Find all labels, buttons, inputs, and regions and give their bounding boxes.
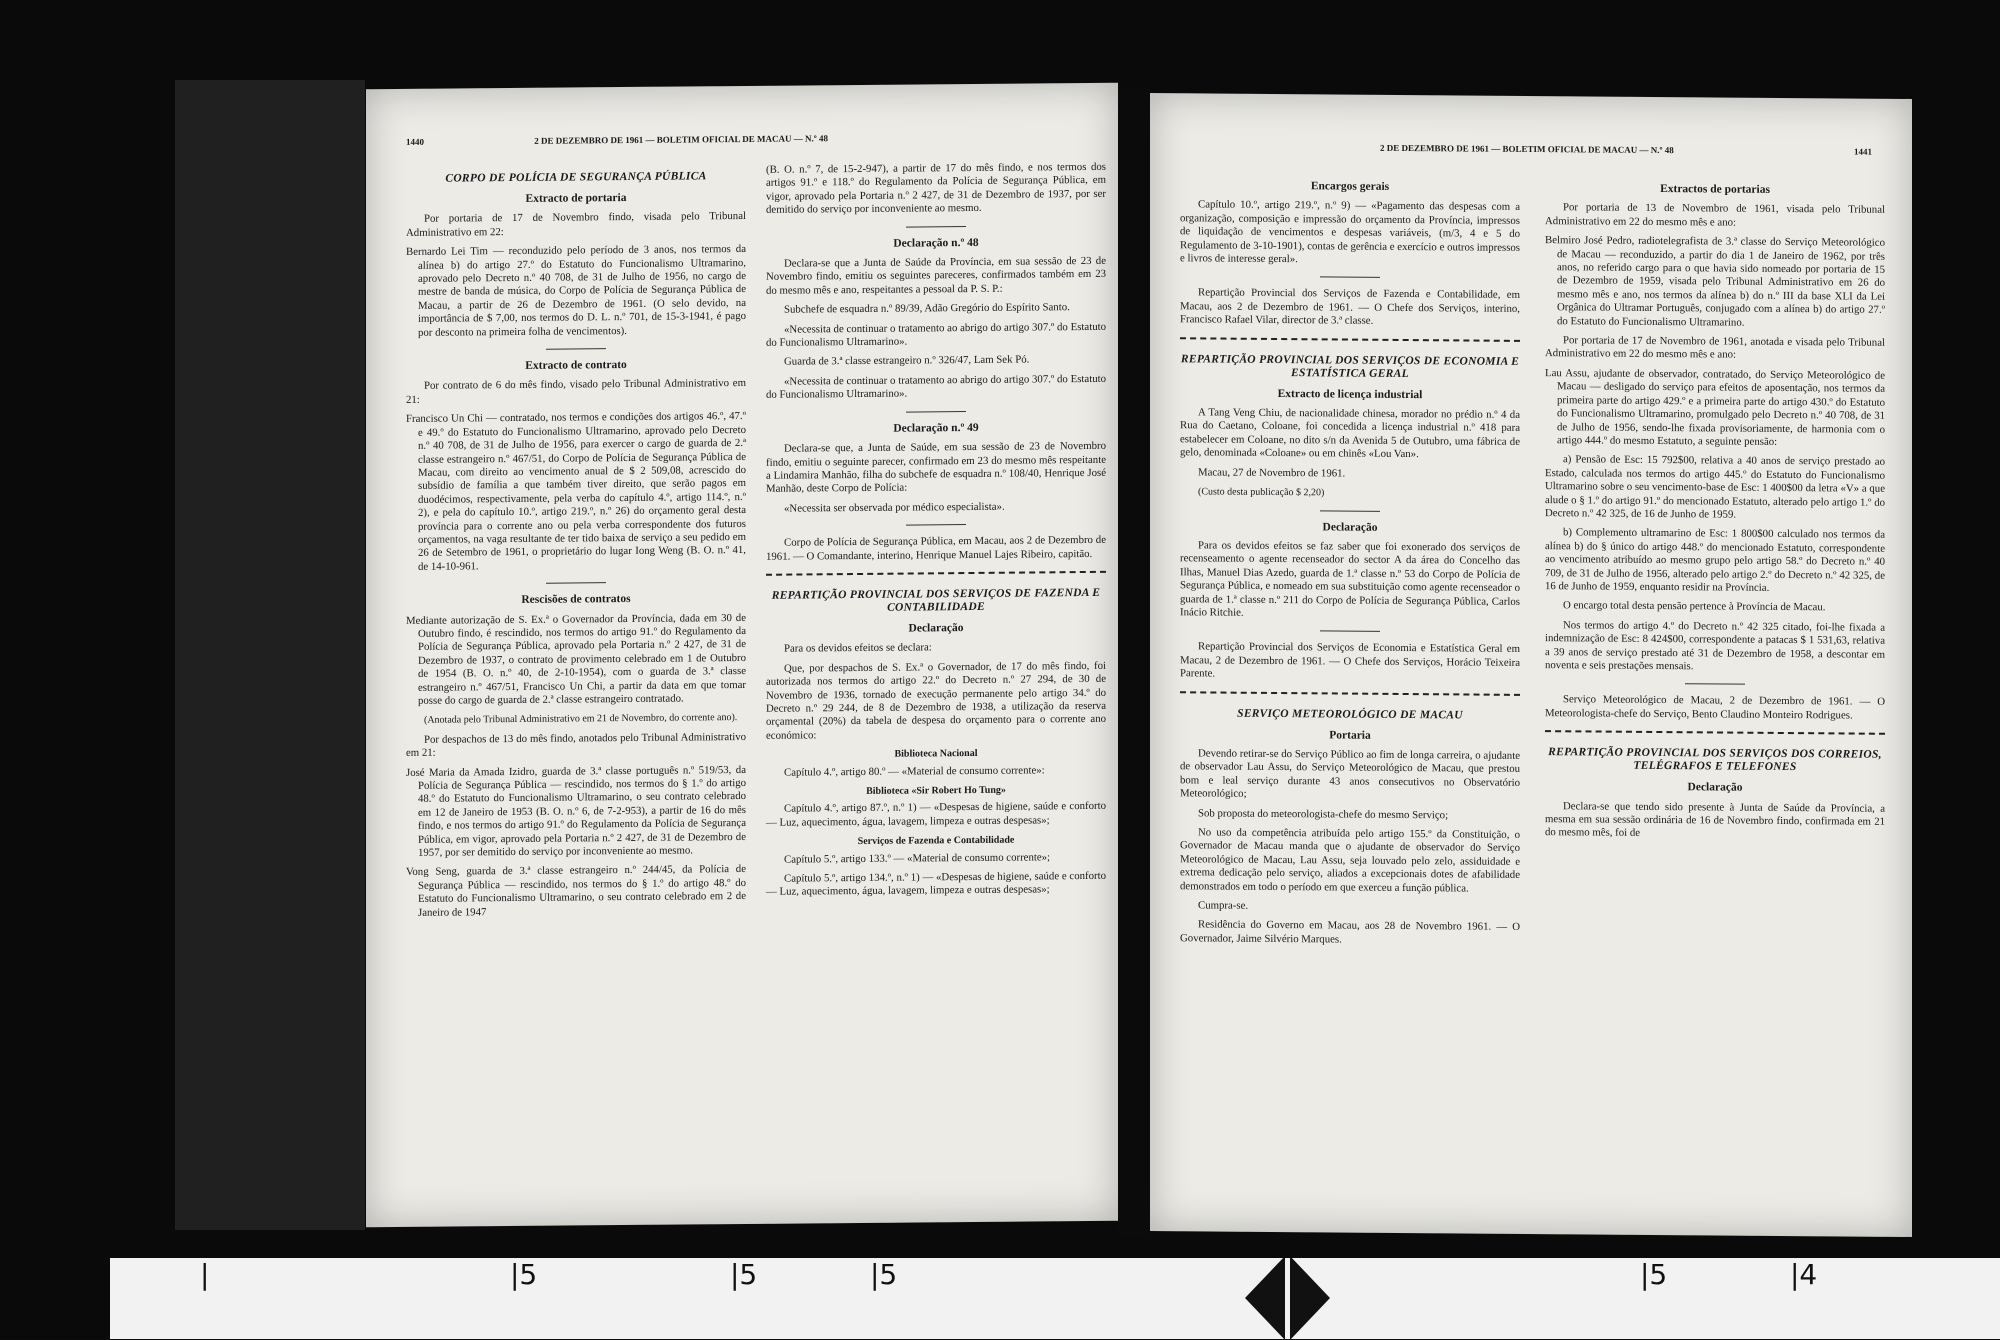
paragraph: Para os devidos efeitos se faz saber que foi exonerado dos serviços de recenseamento o agente recenseador do sector A da área do Concelho das Ilhas, Manuel Dias Azedo, guarda de 1.ª classe n.º 53 do Corpo de Polícia de Segurança Pública, e nomeado em sua substituição como agente recenseador o guarda de 1.ª classe n.º 211 do Corpo de Polícia de Segurança Pública, Carlos Inácio Ritchie. (1180, 539, 1520, 619)
paragraph: «Necessita ser observada por médico especialista». (784, 500, 1005, 515)
paragraph: Serviço Meteorológico de Macau, 2 de Dezembro de 1961. — O Meteorologista-chefe do Serviço, Bento Claudino Monteiro Rodrigues. (1545, 693, 1885, 722)
film-mark: | (200, 1258, 210, 1291)
left-page-number: 1440 (406, 136, 424, 147)
film-strip-border (110, 1258, 2000, 1339)
paragraph: Para os devidos efeitos se declara: (784, 641, 932, 655)
section-rule (1320, 277, 1380, 278)
department-heading: REPARTIÇÃO PROVINCIAL DOS SERVIÇOS DE ECONOMIA E ESTATÍSTICA GERAL (1180, 352, 1520, 380)
paragraph: Capítulo 5.º, artigo 133.º — «Material de consumo corrente»; (784, 850, 1051, 866)
paragraph: «Necessita de continuar o tratamento ao abrigo do artigo 307.º do Estatuto do Funcionalismo Ultramarino». (766, 320, 1106, 349)
right-arrow-icon (1290, 1256, 1330, 1340)
paragraph: Sob proposta do meteorologista-chefe do mesmo Serviço; (1198, 806, 1449, 821)
paragraph: Por portaria de 17 de Novembro de 1961, anotada e visada pelo Tribunal Administrativo em 22 do mesmo mês e ano: (1545, 334, 1885, 362)
paragraph: Capítulo 4.º, artigo 80.º — «Material de consumo corrente»: (784, 763, 1045, 779)
paragraph: (B. O. n.º 7, de 15-2-947), a partir de 17 do mês findo, e nos termos dos artigos 91.º e 118.º do Regulamento da Polícia de Segurança Pública, em vigor, aprovado pela Portaria n.º 2 427, de 31 de Dezembro de 1937, por ser demitido do serviço por inconveniente ao mesmo. (766, 160, 1106, 217)
paragraph: Nos termos do artigo 4.º do Decreto n.º 42 325 citado, foi-lhe fixada a indemnização de Esc: 8 424$00, correspondente a patacas $ 1 531,63, relativa a 39 anos de serviço prestado até 31 de Dezembro de 1958, a descontar em noventa e seis prestações mensais. (1545, 619, 1885, 673)
section-divider (766, 571, 1106, 580)
left-arrow-icon (1245, 1256, 1285, 1340)
right-running-header (1190, 141, 1872, 162)
film-mark: |4 (1790, 1258, 1818, 1291)
paragraph: Por portaria de 13 de Novembro de 1961, visada pelo Tribunal Administrativo em 22 do mesmo mês e ano: (1545, 201, 1885, 229)
section-rule (1685, 684, 1745, 685)
section-rule (1320, 510, 1380, 511)
paragraph: Subchefe de esquadra n.º 89/39, Adão Gregório do Espírito Santo. (784, 301, 1070, 316)
left-running-header (406, 131, 1078, 153)
paragraph: A Tang Veng Chiu, de nacionalidade chinesa, morador no prédio n.º 4 da Rua do Caetano, Coloane, foi concedida a licença industrial n.º 418 para estabelecer em Coloane, no dito s/n da Avenida 5 de Outubro, uma fábrica de gelo, denominada «Coloane» ou em chinês «Lou Van». (1180, 406, 1520, 461)
department-heading: CORPO DE POLÍCIA DE SEGURANÇA PÚBLICA (445, 170, 707, 185)
paragraph: José Maria da Amada Izidro, guarda de 3.ª classe português n.º 519/53, da Polícia de Segurança Pública — rescindido, nos termos do § 1.º do artigo 48.º do Estatuto do Funcionalismo Ultramarino, o seu contrato celebrado em 12 de Janeiro de 1953 (B. O. n.º 6, de 7-2-953), a partir de 16 do mês findo, e nos termos do artigo 91.º do Regulamento da Polícia de Segurança Pública, em vigor, aprovado pela Portaria n.º 2 427, de 31 de Dezembro de 1957, por ser demitido do serviço por inconveniente ao mesmo. (406, 763, 746, 859)
paragraph: «Necessita de continuar o tratamento ao abrigo do artigo 307.º do Estatuto do Funcionalismo Ultramarino». (766, 372, 1106, 402)
section-heading: Declaração n.º 49 (893, 421, 979, 435)
subsection-heading: Biblioteca Nacional (894, 748, 978, 760)
paragraph: Repartição Provincial dos Serviços de Economia e Estatística Geral em Macau, 2 de Dezembro de 1961. — O Chefe dos Serviços, Horácio Teixeira Parente. (1180, 640, 1520, 680)
section-heading: Declaração (1687, 781, 1743, 794)
paragraph: Residência do Governo em Macau, aos 28 de Novembro 1961. — O Governador, Jaime Silvério Marques. (1180, 918, 1520, 946)
paragraph: Lau Assu, ajudante de observador, contratado, do Serviço Meteorológico de Macau — desligado do serviço para efeitos de aposentação, nos termos da primeira parte do artigo 429.º e a primeira parte do artigo 430.º do Estatuto do Funcionalismo Ultramarino, promulgado pelo Decreto n.º 40 708, de 31 de Julho de 1956, sendo-lhe fixada provisoriamente, de harmonia com o artigo 444.º do mesmo Estatuto, a seguinte pensão: (1545, 366, 1885, 448)
subsection-heading: Biblioteca «Sir Robert Ho Tung» (866, 784, 1006, 797)
paragraph: Corpo de Polícia de Segurança Pública, em Macau, aos 2 de Dezembro de 1961. — O Comandante, interino, Henrique Manuel Lajes Ribeiro, capitão. (766, 533, 1106, 563)
left-issue-line: 2 DE DEZEMBRO DE 1961 — BOLETIM OFICIAL DE MACAU — N.º 48 (534, 133, 828, 146)
department-heading: REPARTIÇÃO PROVINCIAL DOS SERVIÇOS DOS CORREIOS, TELÉGRAFOS E TELEFONES (1548, 746, 1882, 774)
right-page-column-2 (1545, 174, 1885, 849)
paragraph: Devendo retirar-se do Serviço Público ao fim de longa carreira, o ajudante de observador Lau Assu, do Serviço Meteorológico de Macau, que prestou bom e leal serviço durante 43 anos consecutivos no Observatório Meteorológico; (1180, 747, 1520, 800)
section-heading: Extracto de licença industrial (1277, 387, 1423, 401)
section-divider (1545, 730, 1885, 739)
film-mark: |5 (1640, 1258, 1668, 1291)
paragraph: Vong Seng, guarda de 3.ª classe estrangeiro n.º 244/45, da Polícia de Segurança Pública — rescindido, nos termos do § 1.º do artigo 48.º do Estatuto do Funcionalismo Ultramarino, o seu contrato celebrado em 2 de Janeiro de 1947 (406, 863, 746, 919)
film-mark: |5 (730, 1258, 758, 1291)
paragraph: Por contrato de 6 do mês findo, visado pelo Tribunal Administrativo em 21: (406, 377, 746, 406)
paragraph: a) Pensão de Esc: 15 792$00, relativa a 40 anos de serviço prestado ao Estado, calculada nos termos do artigo 445.º do Estatuto do Funcionalismo Ultramarino sobre o seu vencimento-base de Esc: 1 400$00 da letra «V» a que alude o § 1.º do artigo 91.º do mencionado Estatuto, alterado pelo artigo 1.º do Decreto n.º 42 325, de 16 de Junho de 1959. (1545, 453, 1885, 521)
paragraph: O encargo total desta pensão pertence à Província de Macau. (1563, 599, 1826, 614)
paragraph: b) Complemento ultramarino de Esc: 1 800$00 calculado nos termos da alínea b) do § único do artigo 448.º do mencionado Estatuto, correspondente ao vencimento atribuído ao mesmo grupo pelo artigo 58.º do Decreto n.º 40 709, de 31 de Julho de 1956, alterado pelo artigo 2.º do Decreto n.º 42 325, de 16 de Junho de 1959, enquanto residir na Província. (1545, 526, 1885, 594)
book-edge (175, 80, 365, 1230)
left-page (366, 83, 1118, 1228)
left-page-column-1 (406, 164, 746, 926)
right-page-number: 1441 (1854, 146, 1872, 157)
film-mark: |5 (870, 1258, 898, 1291)
section-rule (906, 411, 966, 413)
section-rule (1320, 631, 1380, 632)
paragraph: Repartição Provincial dos Serviços de Fazenda e Contabilidade, em Macau, aos 2 de Dezembro de 1961. — O Chefe dos Serviços, interino, Francisco Rafael Vilar, director de 3.ª classe. (1180, 286, 1520, 328)
section-heading: Extracto de portaria (525, 192, 627, 205)
section-heading: Encargos gerais (1310, 180, 1390, 193)
paragraph: Belmiro José Pedro, radiotelegrafista de 3.ª classe do Serviço Meteorológico de Macau — reconduzido, a partir do dia 1 de Janeiro de 1962, por três anos, no referido cargo para o que havia sido nomeado por portaria de 15 de Dezembro de 1959, visada pelo Tribunal Administrativo em 26 do mesmo mês e ano, nos termos da alínea b) do n.º III da base XLI da Lei Orgânica do Ultramar Português, conjugado com a alínea b) do artigo 27.º do Estatuto do Funcionalismo Ultramarino. (1545, 234, 1885, 329)
paragraph: Declara-se que, a Junta de Saúde, em sua sessão de 23 de Novembro findo, emitiu o seguinte parecer, confirmado em 23 do mesmo mês respeitante a Lindamira Manhão, filha do subchefe de esquadra n.º 108/40, Henrique José Manhão, deste Corpo de Polícia: (766, 439, 1106, 496)
paragraph: Bernardo Lei Tim — reconduzido pelo período de 3 anos, nos termos da alínea b) do artigo 27.º do Estatuto do Funcionalismo Ultramarino, aprovado pelo Decreto n.º 40 708, de 31 de Julho de 1956, no cargo de mestre de banda de música, do Corpo de Polícia de Segurança Pública de Macau, a partir de 26 de Dezembro de 1961. (O selo devido, na importância de $ 7,00, nos termos do D. L. n.º 701, de 15-3-1941, é pago por desconto na primeira folha de vencimentos). (406, 243, 746, 339)
left-page-column-2 (766, 161, 1106, 906)
paragraph: Que, por despachos de S. Ex.ª o Governador, de 17 do mês findo, foi autorizada nos termos do artigo 22.º do Decreto n.º 27 294, de 30 de Novembro de 1936, tornado de execução permanente pelo artigo 34.º do Decreto n.º 29 244, de 8 de Dezembro de 1938, a utilização da reserva orçamental (20%) da tabela de despesa do orçamento para o corrente ano económico: (766, 659, 1106, 742)
subsection-heading: Serviços de Fazenda e Contabilidade (857, 834, 1015, 848)
paragraph: Declara-se que a Junta de Saúde da Província, em sua sessão de 23 de Novembro findo, emitiu os seguintes pareceres, confirmados também em 23 do mesmo mês e ano, respeitantes a pessoal da P. S. P.: (766, 254, 1106, 297)
paragraph: Por despachos de 13 do mês findo, anotados pelo Tribunal Administrativo em 21: (406, 730, 746, 760)
section-heading: Declaração (908, 622, 964, 635)
right-page (1150, 93, 1912, 1237)
section-rule (546, 348, 606, 350)
paragraph: Macau, 27 de Novembro de 1961. (1198, 466, 1346, 480)
section-divider (1180, 691, 1520, 700)
right-page-column-1 (1180, 171, 1520, 954)
section-heading: Declaração n.º 48 (893, 236, 979, 250)
paragraph: Guarda de 3.ª classe estrangeiro n.º 326/47, Lam Sek Pó. (784, 353, 1030, 369)
section-rule (906, 226, 966, 228)
section-heading: Portaria (1329, 728, 1371, 742)
section-rule (906, 524, 966, 526)
section-heading: Extracto de contrato (525, 359, 627, 372)
paragraph: Capítulo 4.º, artigo 87.º, n.º 1) — «Despesas de higiene, saúde e conforto — Luz, aquecimento, água, lavagem, limpeza e outras despesas»; (766, 800, 1106, 829)
department-heading: SERVIÇO METEOROLÓGICO DE MACAU (1237, 707, 1463, 722)
paragraph: No uso da competência atribuída pelo artigo 155.º da Constituição, o Governador de Macau manda que o ajudante de observador do Serviço Meteorológico de Macau, Lau Assu, seja louvado pelo zelo, assiduidade e extrema dedicação pelo serviço, aliados a excepcionais dotes de afabilidade demonstrados em todo o período em que exerceu a função pública. (1180, 826, 1520, 895)
section-heading: Extractos de portarias (1660, 183, 1770, 196)
paragraph: Declara-se que tendo sido presente à Junta de Saúde da Província, a mesma em sua sessão ordinária de 16 de Novembro findo, confirmada em 21 do mesmo mês, foi de (1545, 799, 1885, 840)
section-divider (1180, 337, 1520, 346)
paragraph: Por portaria de 17 de Novembro findo, visada pelo Tribunal Administrativo em 22: (406, 210, 746, 239)
paragraph: Capítulo 10.º, artigo 219.º, n.º 9) — «Pagamento das despesas com a organização, composição e impressão do orçamento da Província, impressos de liquidação de vencimentos e despesas variáveis, (m/3, 4 e 5 do Regulamento de 3-10-1901), contas de gerência e exercício e outros impressos e livros de interesse geral». (1180, 198, 1520, 266)
paragraph: Cumpra-se. (1198, 899, 1249, 912)
paragraph: Francisco Un Chi — contratado, nos termos e condições dos artigos 46.º, 47.º e 49.º do Estatuto do Funcionalismo Ultramarino, aprovado pelo Decreto n.º 40 708, de 31 de Julho de 1956, para exercer o cargo de guarda de 2.ª classe estrangeiro n.º 467/51, do Corpo de Polícia de Segurança Pública de Macau, com direito ao vencimento anual de $ 2 509,08, acrescido do subsídio de família a que também tiver direito, que serão pagos em duodécimos, respectivamente, pela verba do capítulo 4.º, artigo 114.º, n.º 2), e pela do capítulo 10.º, artigo 219.º, n.º 26) do orçamento geral desta província para o corrente ano ou pela verba correspondente dos futuros orçamentos, na vaga resultante de ter tido baixa de serviço a seu pedido em 26 de Setembro de 1961, o proprietário do lugar Iong Weng (B. O. n.º 41, de 14-10-961. (406, 410, 746, 573)
right-issue-line: 2 DE DEZEMBRO DE 1961 — BOLETIM OFICIAL DE MACAU — N.º 48 (1380, 142, 1674, 156)
paragraph: Mediante autorização de S. Ex.ª o Governador da Província, dada em 30 de Outubro findo, é rescindido, nos termos do artigo 91.º do Regulamento da Polícia de Segurança Pública, aprovado pela Portaria n.º 2 427, de 31 de Dezembro de 1937, o contrato de provimento celebrado em 1 de Outubro de 1954 (B. O. n.º 40, de 2-10-1954), com o guarda de 3.ª classe estrangeiro n.º 467/51, Francisco Un Chi, a partir da data em que tomar posse do cargo de guarda de 2.ª classe estrangeiro contratado. (406, 611, 746, 707)
section-heading: Rescisões de contratos (521, 593, 631, 607)
department-heading: REPARTIÇÃO PROVINCIAL DOS SERVIÇOS DE FAZENDA E CONTABILIDADE (771, 586, 1101, 614)
paragraph: Capítulo 5.º, artigo 134.º, n.º 1) — «Despesas de higiene, saúde e conforto — Luz, aquecimento, água, lavagem, limpeza e outras despesas»; (766, 869, 1106, 899)
section-heading: Declaração (1322, 520, 1378, 534)
paragraph: (Anotada pelo Tribunal Administrativo em 21 de Novembro, do corrente ano). (424, 712, 738, 727)
paragraph: (Custo desta publicação $ 2,20) (1198, 486, 1325, 499)
book-gutter (1118, 86, 1150, 1236)
section-rule (546, 582, 606, 584)
film-mark: |5 (510, 1258, 538, 1291)
